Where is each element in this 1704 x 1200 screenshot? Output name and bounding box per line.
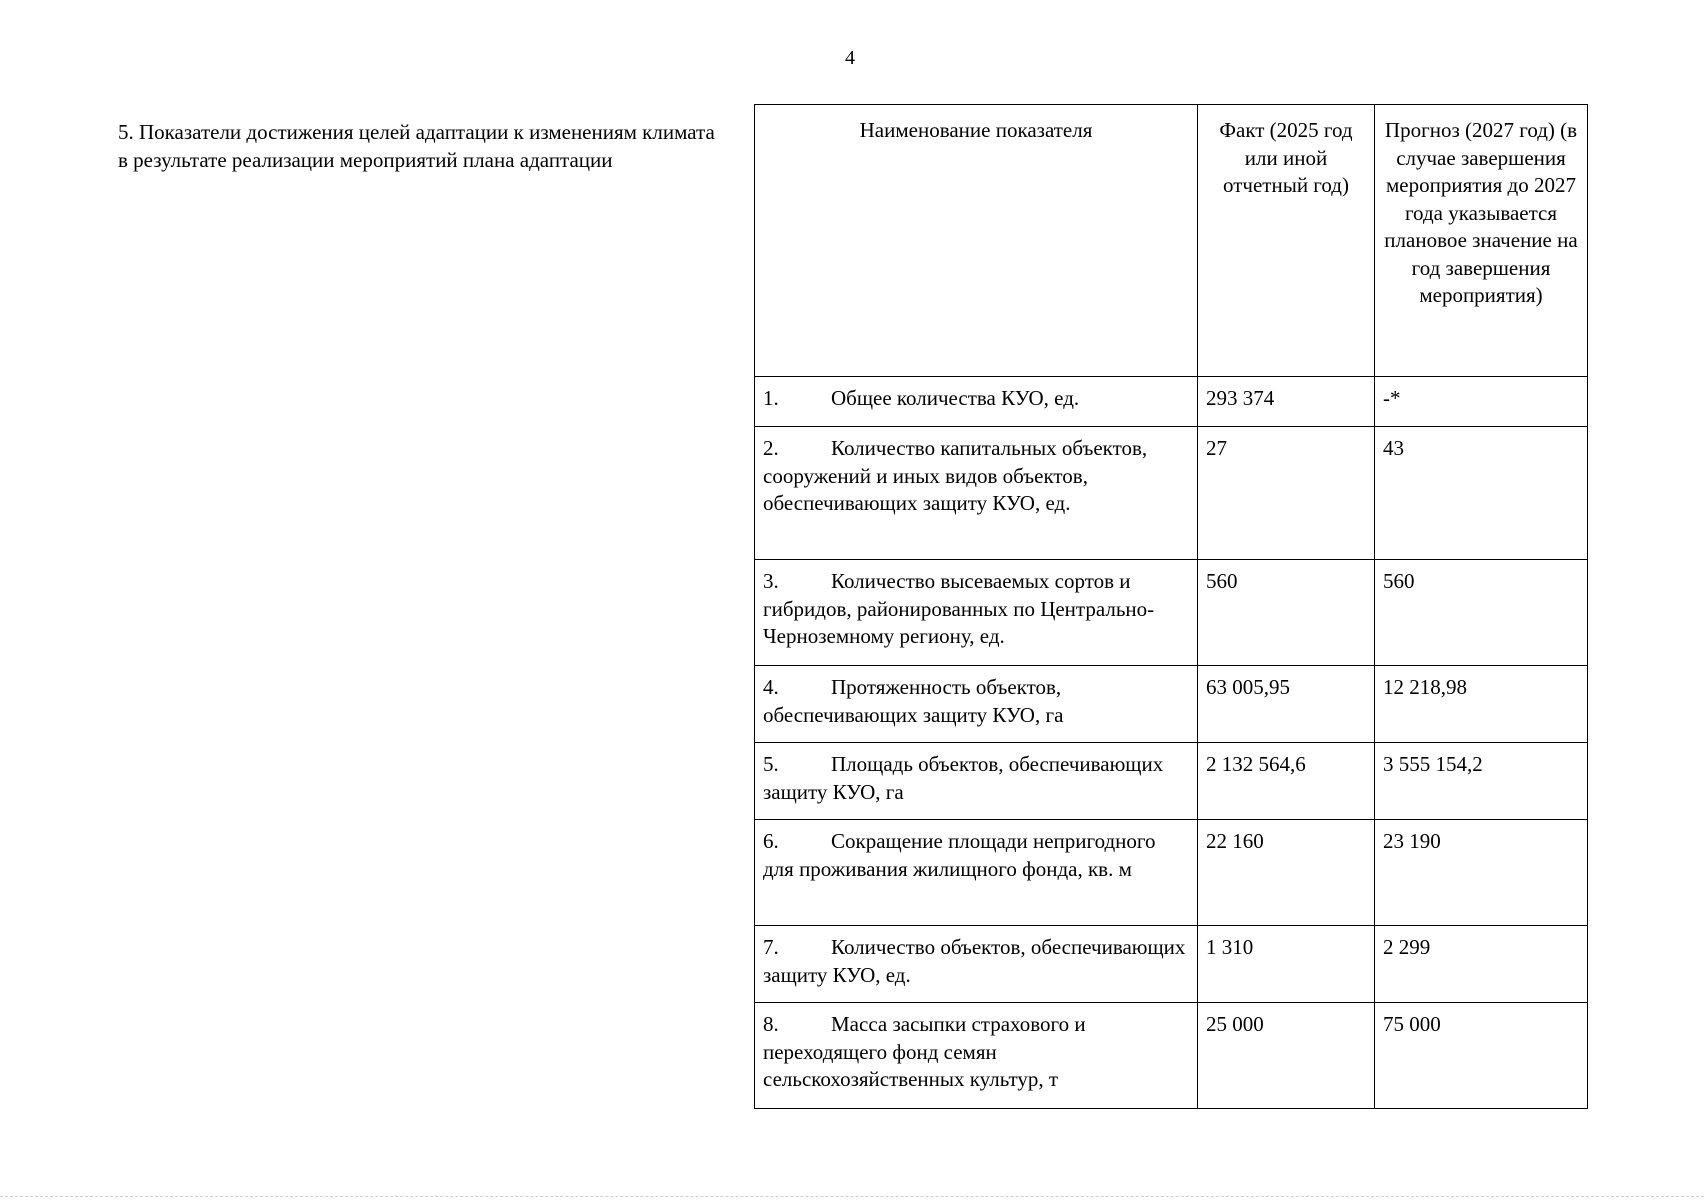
indicator-name: Количество высеваемых сортов и гибридов, районированных по Центрально-Черноземному региону, ед. <box>763 569 1155 648</box>
fact-value: 1 310 <box>1198 926 1375 1003</box>
forecast-value: 75 000 <box>1375 1003 1588 1109</box>
indicator-name-cell <box>755 666 1198 743</box>
row-number: 6. <box>763 829 779 853</box>
indicator-name: Масса засыпки страхового и переходящего фонд семян сельскохозяйственных культур, т <box>763 1012 1086 1091</box>
indicator-name: Количество объектов, обеспечивающих защиту КУО, ед. <box>763 935 1186 987</box>
fact-value: 22 160 <box>1198 820 1375 926</box>
page-bottom-rule <box>0 1196 1704 1197</box>
indicator-name: Количество капитальных объектов, сооружений и иных видов объектов, обеспечивающих защиту КУО, ед. <box>763 436 1148 515</box>
indicator-name-cell <box>755 377 1198 427</box>
fact-value: 293 374 <box>1198 377 1375 427</box>
header-fact: Факт (2025 год или иной отчетный год) <box>1198 105 1375 377</box>
forecast-value: 23 190 <box>1375 820 1588 926</box>
section-heading: 5. Показатели достижения целей адаптации к изменениям климата в результате реализации мероприятий плана адаптации <box>118 120 715 172</box>
indicator-name: Сокращение площади непригодного для проживания жилищного фонда, кв. м <box>763 829 1156 881</box>
table-row <box>755 560 1588 666</box>
row-number: 1. <box>763 386 779 410</box>
indicator-name-cell <box>755 743 1198 820</box>
fact-value: 63 005,95 <box>1198 666 1375 743</box>
fact-value: 27 <box>1198 427 1375 560</box>
table-row <box>755 1003 1588 1109</box>
forecast-value: 3 555 154,2 <box>1375 743 1588 820</box>
indicator-name-cell <box>755 560 1198 666</box>
forecast-value: 12 218,98 <box>1375 666 1588 743</box>
row-number: 7. <box>763 935 779 959</box>
forecast-value: -* <box>1375 377 1588 427</box>
table-row <box>755 377 1588 427</box>
page-number: 4 <box>845 47 855 69</box>
row-number: 3. <box>763 569 779 593</box>
forecast-value: 43 <box>1375 427 1588 560</box>
fact-value: 25 000 <box>1198 1003 1375 1109</box>
table-row <box>755 666 1588 743</box>
indicators-table <box>754 104 1588 1109</box>
row-number: 2. <box>763 436 779 460</box>
row-number: 5. <box>763 752 779 776</box>
row-number: 8. <box>763 1012 779 1036</box>
table-header-row <box>755 105 1588 377</box>
table-row <box>755 743 1588 820</box>
forecast-value: 2 299 <box>1375 926 1588 1003</box>
forecast-value: 560 <box>1375 560 1588 666</box>
indicator-name: Протяженность объектов, обеспечивающих защиту КУО, га <box>763 675 1064 727</box>
table-row <box>755 926 1588 1003</box>
row-number: 4. <box>763 675 779 699</box>
indicator-name: Общее количества КУО, ед. <box>831 386 1080 410</box>
table-row <box>755 427 1588 560</box>
indicator-name-cell <box>755 427 1198 560</box>
fact-value: 560 <box>1198 560 1375 666</box>
indicator-name-cell <box>755 926 1198 1003</box>
fact-value: 2 132 564,6 <box>1198 743 1375 820</box>
table-row <box>755 820 1588 926</box>
indicator-name: Площадь объектов, обеспечивающих защиту КУО, га <box>763 752 1164 804</box>
header-indicator-name: Наименование показателя <box>755 105 1198 377</box>
header-forecast: Прогноз (2027 год) (в случае завершения мероприятия до 2027 года указывается плановое значение на год завершения мероприятия) <box>1375 105 1588 377</box>
indicator-name-cell <box>755 820 1198 926</box>
indicator-name-cell <box>755 1003 1198 1109</box>
